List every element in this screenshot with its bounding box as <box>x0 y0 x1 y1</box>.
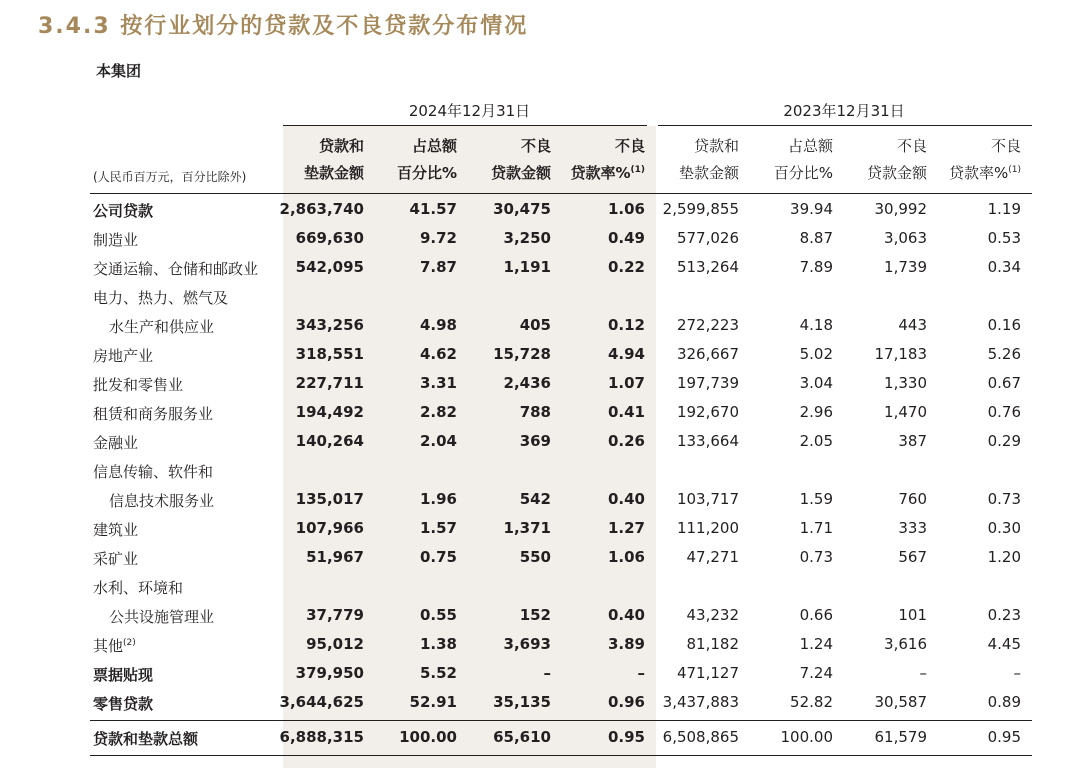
table-cell: 1.57 <box>419 519 457 537</box>
table-cell: – <box>1013 664 1021 682</box>
table-cell: 2,863,740 <box>279 200 364 218</box>
row-label <box>93 693 153 714</box>
table-cell: 133,664 <box>676 432 739 450</box>
table-cell: 3.04 <box>799 374 833 392</box>
table-cell: 6,508,865 <box>662 728 739 746</box>
table-cell: 550 <box>519 548 551 566</box>
column-header-line1: 不良 <box>896 137 927 155</box>
header-rule <box>90 193 1032 194</box>
table-cell: 4.45 <box>987 635 1021 653</box>
table-cell: 272,223 <box>676 316 739 334</box>
table-cell: 30,587 <box>874 693 927 711</box>
row-label-text: 信息技术服务业 <box>109 492 215 510</box>
table-cell: 1.24 <box>799 635 833 653</box>
table-cell: – <box>637 664 645 682</box>
table-cell: 3,616 <box>884 635 927 653</box>
table-cell: 1.71 <box>799 519 833 537</box>
table-cell: 5.52 <box>419 664 457 682</box>
row-label <box>93 728 198 749</box>
row-label-text: 租赁和商务服务业 <box>93 405 214 423</box>
column-header-line2: 贷款金额 <box>866 164 927 182</box>
table-cell: 9.72 <box>419 229 457 247</box>
table-cell: 3,437,883 <box>662 693 739 711</box>
row-label-text: 交通运输、仓储和邮政业 <box>93 260 259 278</box>
table-cell: 15,728 <box>493 345 551 363</box>
table-cell: 2,599,855 <box>662 200 739 218</box>
table-cell: 4.62 <box>419 345 457 363</box>
table-cell: 2.05 <box>799 432 833 450</box>
table-cell: 52.82 <box>790 693 833 711</box>
table-cell: 35,135 <box>493 693 551 711</box>
table-cell: 0.34 <box>987 258 1021 276</box>
table-cell: 1.06 <box>607 548 645 566</box>
table-cell: – <box>919 664 927 682</box>
period-rule-2024 <box>283 125 647 126</box>
row-label <box>93 345 153 366</box>
table-cell: 405 <box>519 316 551 334</box>
table-cell: 17,183 <box>874 345 927 363</box>
table-cell: 5.02 <box>799 345 833 363</box>
column-header-line1: 贷款和 <box>318 137 364 155</box>
total-rule-bottom <box>90 755 1032 756</box>
table-cell: 0.73 <box>987 490 1021 508</box>
table-cell: 1.59 <box>799 490 833 508</box>
table-cell: 326,667 <box>676 345 739 363</box>
table-cell: 41.57 <box>409 200 457 218</box>
table-cell: 30,992 <box>874 200 927 218</box>
table-cell: 1,330 <box>884 374 927 392</box>
table-cell: 333 <box>898 519 927 537</box>
table-cell: 3,693 <box>503 635 551 653</box>
column-header-line2: 百分比% <box>396 164 457 182</box>
table-cell: 0.67 <box>987 374 1021 392</box>
table-cell: 2.04 <box>419 432 457 450</box>
row-label-text: 信息传输、软件和 <box>93 463 214 481</box>
table-cell: 542,095 <box>295 258 364 276</box>
table-cell: 7.24 <box>799 664 833 682</box>
row-label <box>93 287 228 308</box>
row-label <box>93 664 153 685</box>
table-cell: 0.16 <box>987 316 1021 334</box>
table-cell: 760 <box>898 490 927 508</box>
column-header <box>911 137 1021 182</box>
table-cell: 95,012 <box>306 635 364 653</box>
column-header-line1: 占总额 <box>411 137 457 155</box>
table-cell: 197,739 <box>676 374 739 392</box>
table-cell: 52.91 <box>409 693 457 711</box>
row-label-text: 房地产业 <box>93 347 154 365</box>
row-label-text: 公司贷款 <box>93 202 154 220</box>
period-2024: 2024年12月31日 <box>408 102 531 120</box>
period-rule-2023 <box>658 125 1032 126</box>
total-rule-top <box>90 720 1032 721</box>
column-header-line1: 占总额 <box>787 137 833 155</box>
table-cell: 1,739 <box>884 258 927 276</box>
column-header-line2: 贷款率% <box>570 164 631 182</box>
table-cell: 65,610 <box>493 728 551 746</box>
table-cell: 1.38 <box>419 635 457 653</box>
row-label <box>93 577 183 598</box>
table-cell: 1.06 <box>607 200 645 218</box>
table-cell: 227,711 <box>295 374 364 392</box>
table-cell: 471,127 <box>676 664 739 682</box>
table-cell: 0.30 <box>987 519 1021 537</box>
row-label <box>93 461 213 482</box>
table-cell: 7.89 <box>799 258 833 276</box>
table-cell: 81,182 <box>686 635 739 653</box>
table-cell: 7.87 <box>419 258 457 276</box>
column-header-line1: 贷款和 <box>693 137 739 155</box>
table-cell: 8.87 <box>799 229 833 247</box>
table-cell: 4.98 <box>419 316 457 334</box>
table-cell: 100.00 <box>780 728 833 746</box>
table-cell: 1.96 <box>419 490 457 508</box>
table-cell: 103,717 <box>676 490 739 508</box>
row-label-text: 其他 <box>93 637 124 655</box>
row-label-text: 金融业 <box>93 434 139 452</box>
table-cell: 1,371 <box>503 519 551 537</box>
table-cell: 1.20 <box>987 548 1021 566</box>
table-cell: 39.94 <box>790 200 833 218</box>
row-label-text: 水生产和供应业 <box>109 318 215 336</box>
column-header-line2: 垫款金额 <box>678 164 739 182</box>
table-cell: 3,644,625 <box>279 693 364 711</box>
table-cell: 0.96 <box>607 693 645 711</box>
table-cell: 0.76 <box>987 403 1021 421</box>
table-cell: 1.19 <box>987 200 1021 218</box>
table-cell: 0.95 <box>607 728 645 746</box>
table-cell: 387 <box>898 432 927 450</box>
footnote-marker: (1) <box>1008 165 1021 175</box>
table-cell: 443 <box>898 316 927 334</box>
row-label-text: 电力、热力、燃气及 <box>93 289 229 307</box>
table-cell: 542 <box>519 490 551 508</box>
table-cell: 1.27 <box>607 519 645 537</box>
table-cell: 318,551 <box>295 345 364 363</box>
table-cell: 4.18 <box>799 316 833 334</box>
column-header-line1: 不良 <box>614 137 645 155</box>
column-header-line2: 贷款金额 <box>490 164 551 182</box>
table-cell: 194,492 <box>295 403 364 421</box>
row-label <box>109 606 214 627</box>
table-cell: 0.66 <box>799 606 833 624</box>
table-cell: 30,475 <box>493 200 551 218</box>
table-cell: 0.95 <box>987 728 1021 746</box>
table-cell: 43,232 <box>686 606 739 624</box>
table-cell: 369 <box>519 432 551 450</box>
table-cell: 0.53 <box>987 229 1021 247</box>
table-cell: 101 <box>898 606 927 624</box>
table-cell: 100.00 <box>399 728 457 746</box>
row-label <box>93 403 213 424</box>
table-cell: 513,264 <box>676 258 739 276</box>
footnote-marker: (1) <box>630 165 645 175</box>
section-subtitle: 本集团 <box>96 62 142 80</box>
table-cell: 1.07 <box>607 374 645 392</box>
row-label <box>93 374 183 395</box>
table-cell: 3.89 <box>607 635 645 653</box>
table-cell: 0.26 <box>607 432 645 450</box>
row-label-text: 采矿业 <box>93 550 139 568</box>
table-cell: 0.40 <box>607 490 645 508</box>
row-label <box>93 519 138 540</box>
table-cell: 2.82 <box>419 403 457 421</box>
column-header-line2: 贷款率% <box>948 164 1009 182</box>
table-cell: 2.96 <box>799 403 833 421</box>
table-cell: 3,063 <box>884 229 927 247</box>
table-cell: 152 <box>519 606 551 624</box>
table-cell: 1,470 <box>884 403 927 421</box>
row-label-text: 零售贷款 <box>93 695 154 713</box>
column-header-line1: 不良 <box>990 137 1021 155</box>
row-label <box>93 200 153 221</box>
table-cell: 0.49 <box>607 229 645 247</box>
table-cell: 5.26 <box>987 345 1021 363</box>
table-cell: 4.94 <box>607 345 645 363</box>
row-label-text: 批发和零售业 <box>93 376 184 394</box>
row-label <box>93 258 258 279</box>
row-label <box>109 490 214 511</box>
table-cell: 0.73 <box>799 548 833 566</box>
row-label-text: 制造业 <box>93 231 139 249</box>
table-cell: 0.40 <box>607 606 645 624</box>
table-cell: 0.12 <box>607 316 645 334</box>
table-cell: 577,026 <box>676 229 739 247</box>
row-label-text: 公共设施管理业 <box>109 608 215 626</box>
row-label <box>93 229 138 250</box>
column-header-line2: 垫款金额 <box>303 164 364 182</box>
row-label <box>109 316 214 337</box>
table-cell: 567 <box>898 548 927 566</box>
table-cell: 6,888,315 <box>279 728 364 746</box>
table-cell: 2,436 <box>503 374 551 392</box>
table-cell: 669,630 <box>295 229 364 247</box>
row-label-text: 水利、环境和 <box>93 579 184 597</box>
table-cell: 0.41 <box>607 403 645 421</box>
table-cell: 343,256 <box>295 316 364 334</box>
table-cell: 61,579 <box>874 728 927 746</box>
table-cell: 379,950 <box>295 664 364 682</box>
table-cell: 0.22 <box>607 258 645 276</box>
row-label <box>93 432 138 453</box>
row-label <box>93 548 138 569</box>
table-cell: 51,967 <box>306 548 364 566</box>
table-cell: 107,966 <box>295 519 364 537</box>
row-label <box>93 635 136 656</box>
table-cell: 0.75 <box>419 548 457 566</box>
table-cell: 788 <box>519 403 551 421</box>
table-cell: 0.55 <box>419 606 457 624</box>
table-cell: – <box>543 664 551 682</box>
table-cell: 1,191 <box>503 258 551 276</box>
row-label-text: 贷款和垫款总额 <box>93 730 199 748</box>
period-2023: 2023年12月31日 <box>783 102 905 120</box>
table-cell: 37,779 <box>306 606 364 624</box>
table-cell: 140,264 <box>295 432 364 450</box>
table-cell: 0.23 <box>987 606 1021 624</box>
row-label-text: 建筑业 <box>93 521 139 539</box>
column-header-line2: 百分比% <box>773 164 833 182</box>
table-cell: 3.31 <box>419 374 457 392</box>
footnote-marker: (2) <box>123 638 136 648</box>
table-cell: 3,250 <box>503 229 551 247</box>
table-cell: 135,017 <box>295 490 364 508</box>
table-cell: 111,200 <box>676 519 739 537</box>
table-cell: 192,670 <box>676 403 739 421</box>
unit-note: (人民币百万元，百分比除外) <box>93 170 247 184</box>
row-label-text: 票据贴现 <box>93 666 154 684</box>
table-cell: 0.29 <box>987 432 1021 450</box>
column-header-line1: 不良 <box>520 137 551 155</box>
table-cell: 0.89 <box>987 693 1021 711</box>
table-cell: 47,271 <box>686 548 739 566</box>
section-title: 3.4.3 按行业划分的贷款及不良贷款分布情况 <box>38 14 529 39</box>
